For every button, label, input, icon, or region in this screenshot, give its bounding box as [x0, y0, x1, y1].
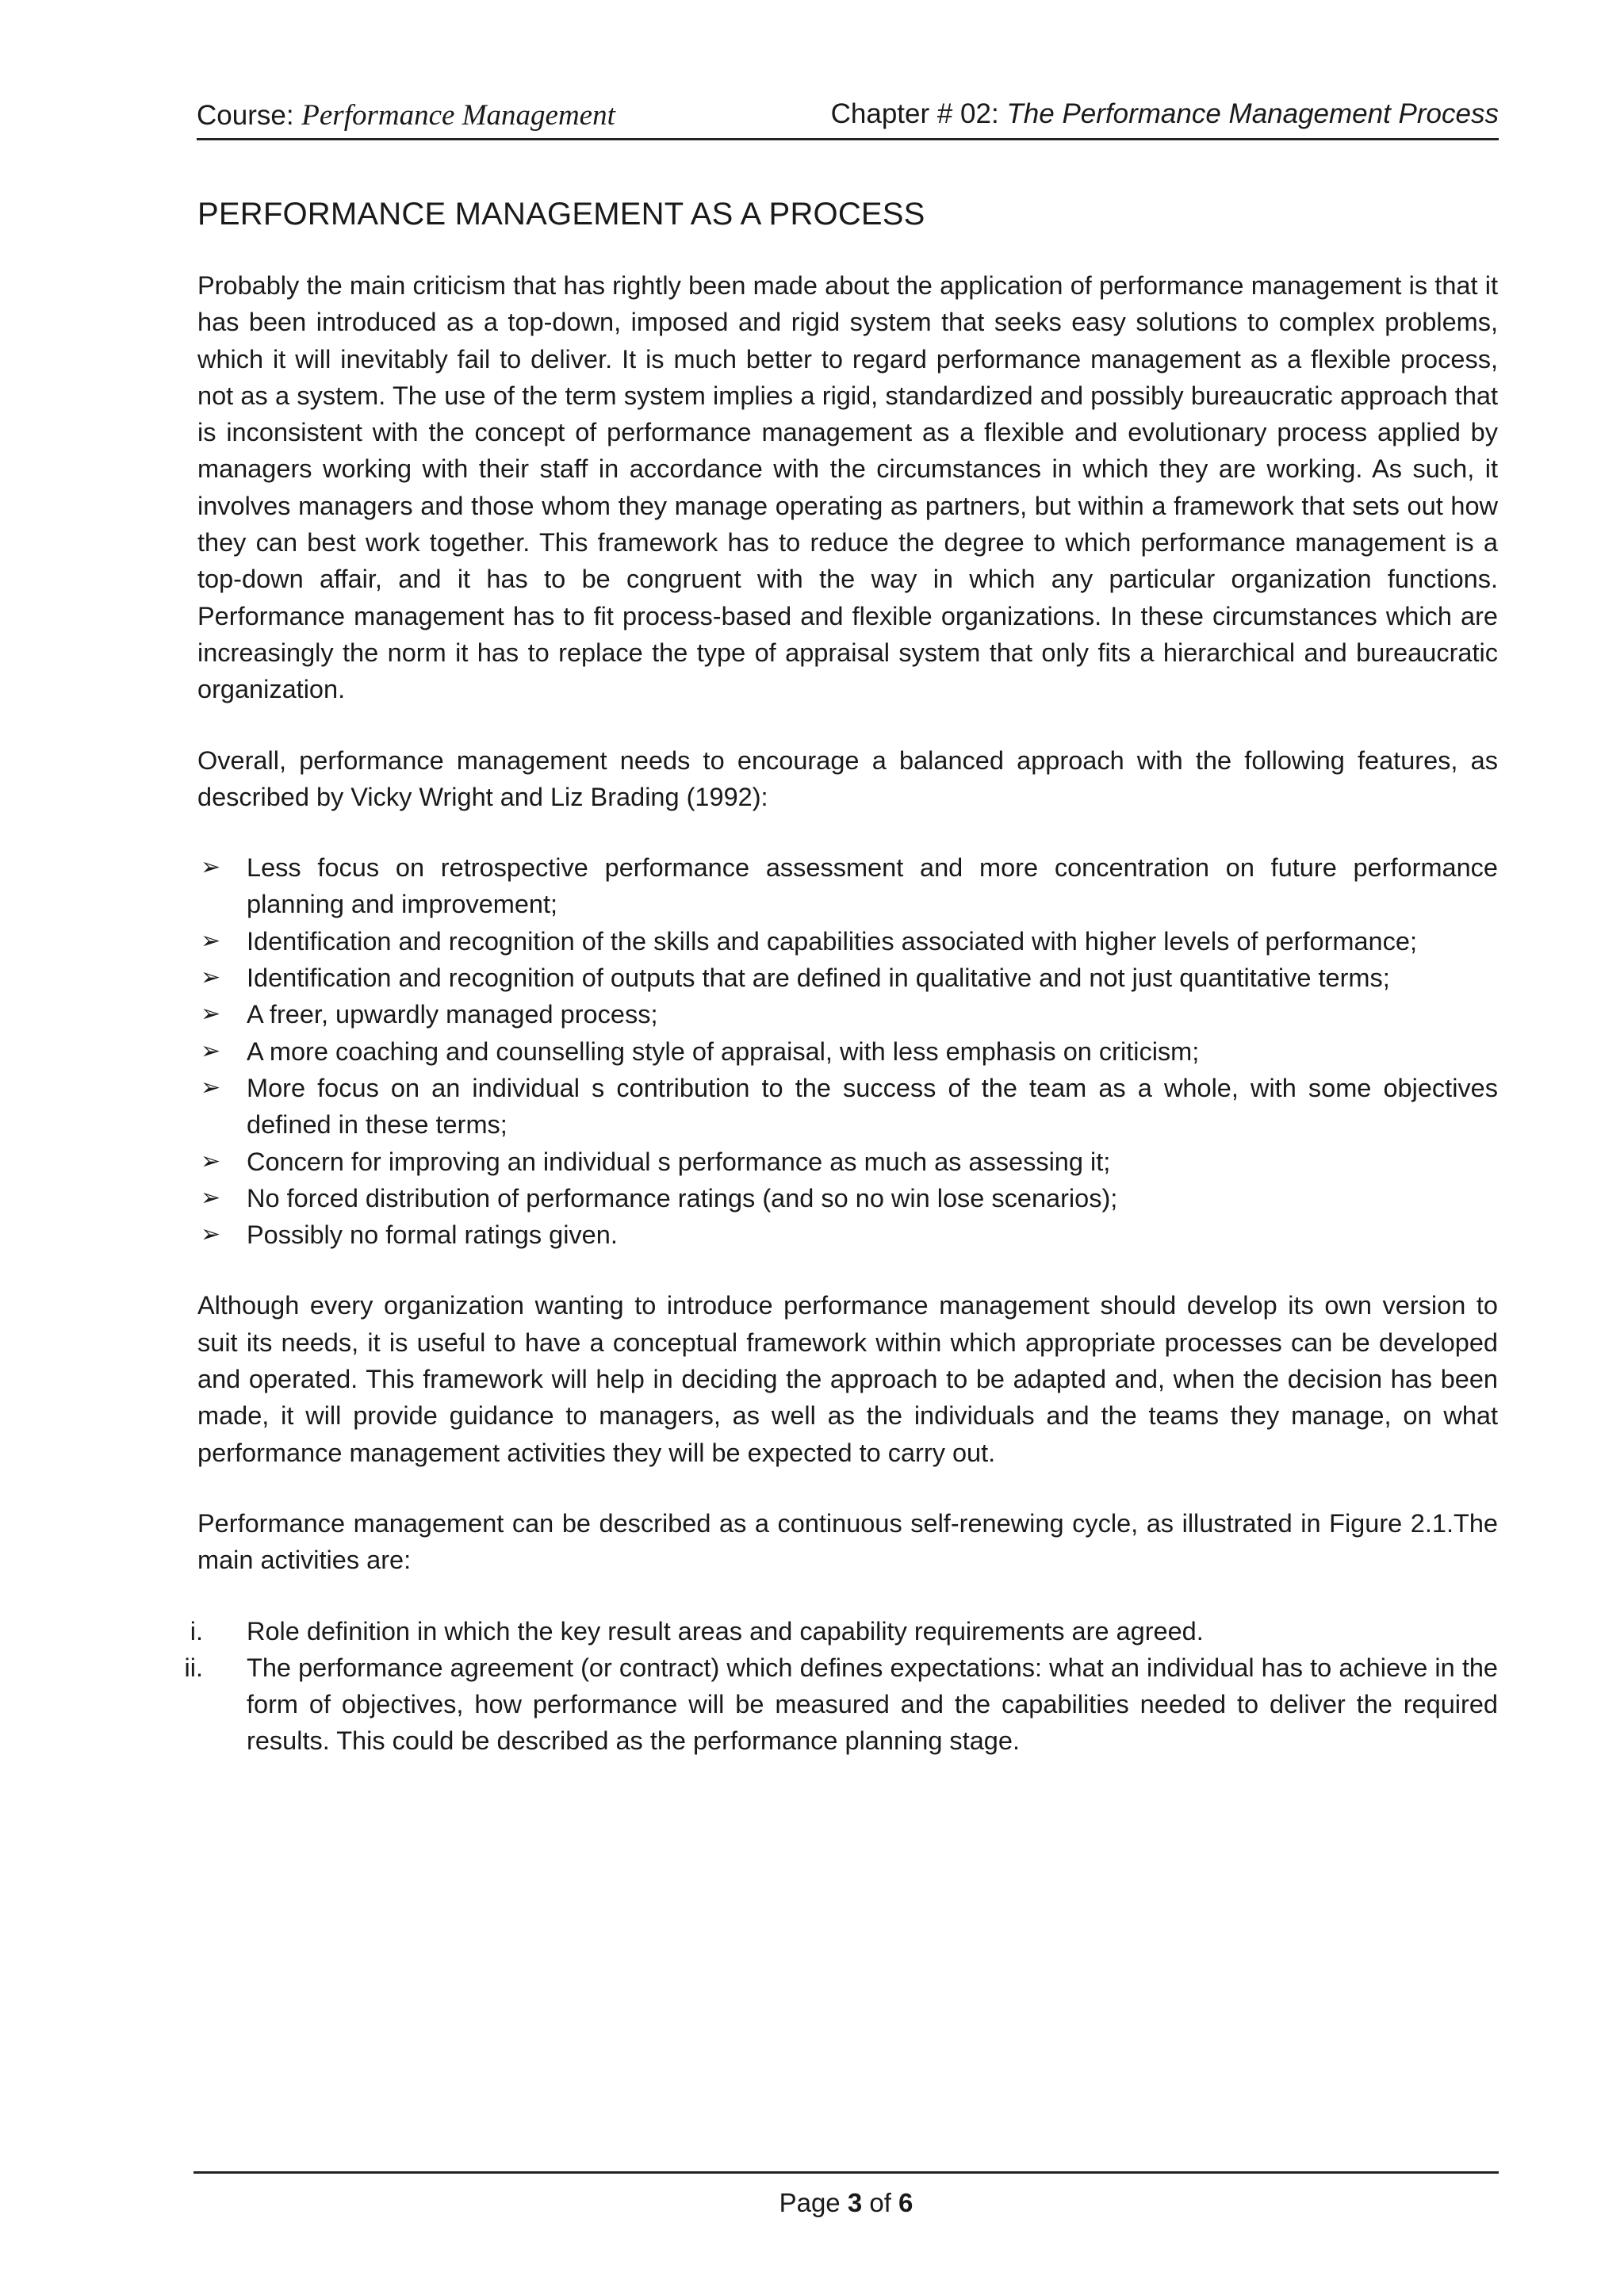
- list-item: [197, 996, 1498, 1033]
- list-item-text: Concern for improving an individual s performance as much as assessing it;: [247, 1147, 1111, 1176]
- total-pages: 6: [898, 2188, 914, 2217]
- arrow-bullet-icon: ➢: [201, 1037, 221, 1064]
- list-item: [197, 960, 1498, 996]
- page-footer: [193, 2171, 1499, 2218]
- course-name: Performance Management: [301, 99, 615, 132]
- arrow-bullet-icon: ➢: [201, 927, 221, 954]
- list-item-text: Identification and recognition of the skills and capabilities associated with higher levels of performance;: [247, 926, 1417, 956]
- current-page: 3: [847, 2188, 863, 2217]
- list-item-text: Identification and recognition of outputs that are defined in qualitative and not just quantitative terms;: [247, 964, 1390, 993]
- page-label: Page: [779, 2188, 848, 2217]
- paragraph-cycle: Performance management can be described as a continuous self-renewing cycle, as illustrated in Figure 2.1.The main activities are:: [197, 1508, 1498, 1575]
- list-item-text: Possibly no formal ratings given.: [247, 1220, 618, 1250]
- list-item-text: No forced distribution of performance ratings (and so no win lose scenarios);: [247, 1183, 1118, 1213]
- list-item: [197, 1033, 1498, 1070]
- list-item: [197, 1070, 1498, 1144]
- list-item: [197, 1144, 1498, 1180]
- paragraph-balanced-approach: Overall, performance management needs to encourage a balanced approach with the following features, as described by Vicky Wright and Liz Brading (1992):: [197, 745, 1498, 811]
- paragraph-criticism: Probably the main criticism that has rightly been made about the application of performance management is that it has been introduced as a top-down, imposed and rigid system that seeks easy solutions to complex problems, which it will inevitably fail to deliver. It is much better to regard performance management as a flexible process, not as a system. The use of the term system implies a rigid, standardized and possibly bureaucratic approach that is inconsistent with the concept of performance management as a flexible and evolutionary process applied by managers working with their staff in accordance with the circumstances in which they are working. As such, it involves managers and those whom they manage operating as partners, but within a framework that sets out how they can best work together. This framework has to reduce the degree to which performance management is a top-down affair, and it has to be congruent with the way in which any particular organization functions. Performance management has to fit process-based and flexible organizations. In these circumstances which are increasingly the norm it has to replace the type of appraisal system that only fits a hierarchical and bureaucratic organization.: [197, 271, 1498, 704]
- paragraph-framework: Although every organization wanting to introduce performance management should develop its own version to suit its needs, it is useful to have a conceptual framework within which appropriate processes can be developed and operated. This framework will help in deciding the approach to be adapted and, when the decision has been made, it will provide guidance to managers, as well as the individuals and the teams they manage, on what performance management activities they will be expected to carry out.: [197, 1291, 1498, 1467]
- list-item: [197, 1216, 1498, 1253]
- features-list: [197, 849, 1498, 1253]
- list-item-text: More focus on an individual s contribution to the success of the team as a whole, with some objectives defined in these terms;: [247, 1073, 1498, 1140]
- list-item: [190, 1613, 1498, 1649]
- list-item-text: A freer, upwardly managed process;: [247, 1000, 658, 1029]
- list-item: [184, 1649, 1498, 1760]
- chapter-title: The Performance Management Process: [1006, 98, 1499, 129]
- list-item: [197, 923, 1498, 960]
- list-item: [197, 1180, 1498, 1216]
- page-number: [193, 2188, 1499, 2218]
- chapter-label: Chapter # 02:: [830, 98, 1007, 129]
- page-header: [197, 94, 1499, 140]
- of-label: of: [862, 2188, 899, 2217]
- course-heading: [197, 98, 615, 132]
- course-label: Course:: [197, 100, 302, 131]
- list-item-number: ii.: [184, 1653, 203, 1682]
- arrow-bullet-icon: ➢: [201, 1148, 221, 1174]
- chapter-heading: [831, 98, 1499, 130]
- arrow-bullet-icon: ➢: [201, 854, 221, 881]
- activities-list: [184, 1613, 1498, 1760]
- list-item-text: Less focus on retrospective performance assessment and more concentration on future performance planning and improvement;: [247, 853, 1498, 919]
- arrow-bullet-icon: ➢: [201, 1184, 221, 1211]
- arrow-bullet-icon: ➢: [201, 1221, 221, 1248]
- list-item-number: i.: [190, 1616, 203, 1646]
- page-content: [184, 197, 1498, 1760]
- section-title: PERFORMANCE MANAGEMENT AS A PROCESS: [197, 197, 925, 232]
- list-item-text: Role definition in which the key result areas and capability requirements are agreed.: [247, 1616, 1204, 1646]
- arrow-bullet-icon: ➢: [201, 1074, 221, 1101]
- arrow-bullet-icon: ➢: [201, 964, 221, 991]
- list-item: [197, 849, 1498, 923]
- list-item-text: The performance agreement (or contract) which defines expectations: what an individual has to achieve in the form of objectives, how performance will be measured and the capabilities needed to deliver the required results. This could be described as the performance planning stage.: [247, 1653, 1498, 1756]
- list-item-text: A more coaching and counselling style of appraisal, with less emphasis on criticism;: [247, 1036, 1200, 1066]
- arrow-bullet-icon: ➢: [201, 1001, 221, 1028]
